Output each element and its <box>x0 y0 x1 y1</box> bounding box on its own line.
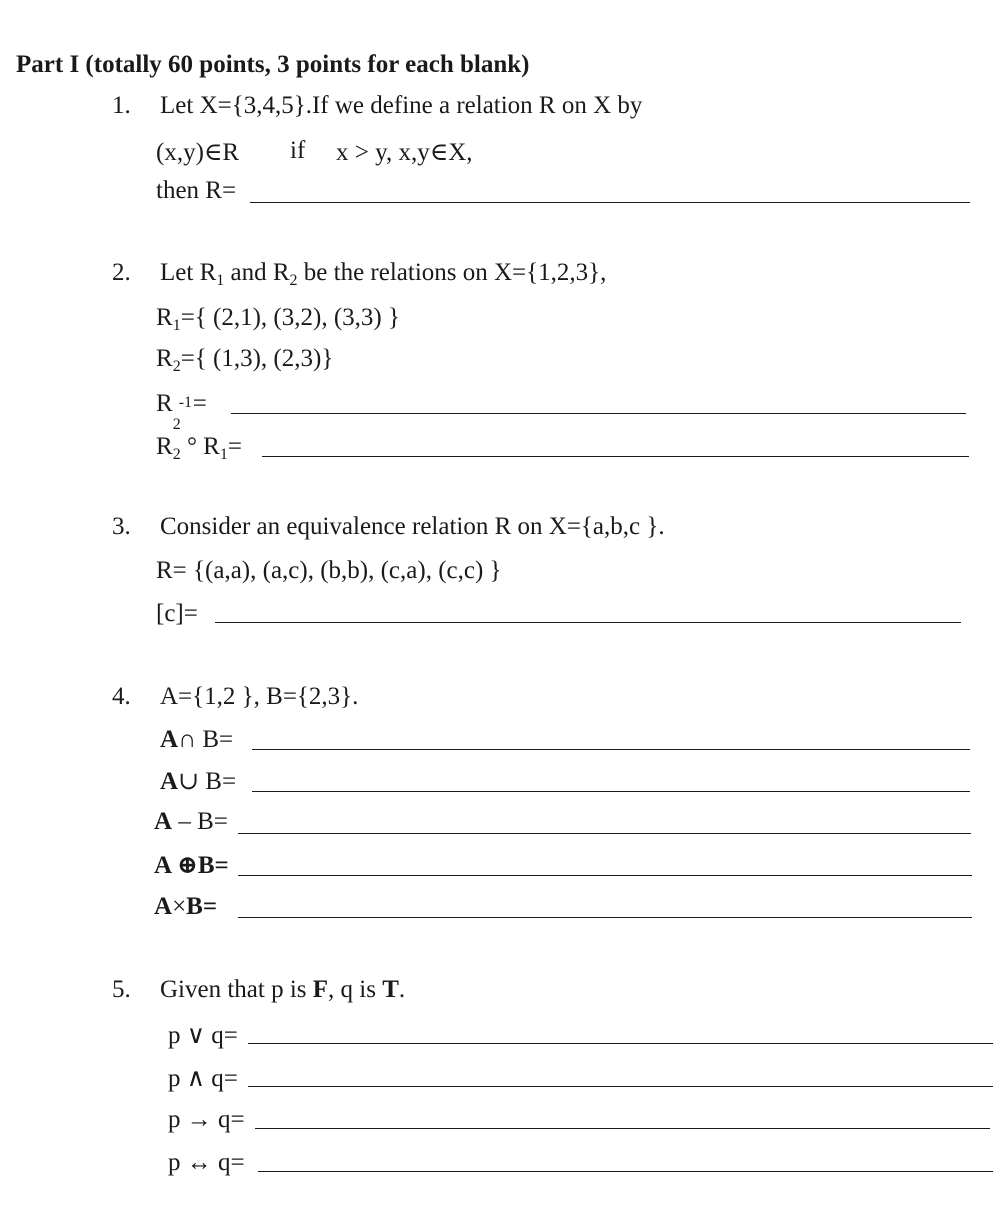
q4-union-B: B= <box>199 768 237 795</box>
q4-difference-label <box>154 808 228 836</box>
q1-relation-condition: x > y, x,y∈X, <box>336 139 473 166</box>
q2-r2-definition <box>156 345 333 373</box>
q2-comp-sub1: 1 <box>219 446 228 463</box>
q1-text: Let X={3,4,5}.If we define a relation R on X by <box>160 92 643 119</box>
q4-intersection-A: A <box>160 726 179 753</box>
q2-r2-sub: 2 <box>172 358 181 375</box>
q3-text: Consider an equivalence relation R on X={a,b,c }. <box>160 513 665 540</box>
q1-answer-blank[interactable] <box>250 202 970 203</box>
q5-text-T: T <box>382 976 399 1003</box>
q3-answer-label: [c]= <box>156 600 198 627</box>
q4-symmetric-difference-label <box>154 850 229 880</box>
q2-comp-op: ° R <box>180 433 220 460</box>
q2-composition-blank[interactable] <box>262 456 969 457</box>
q2-composition-label <box>156 433 242 461</box>
q2-r1-value: ={ (2,1), (3,2), (3,3) } <box>180 304 400 331</box>
q2-text-sub1: 1 <box>216 272 225 289</box>
q4-product-op: × <box>172 893 187 920</box>
q3-relation: R= {(a,a), (a,c), (b,b), (c,a), (c,c) } <box>156 557 502 584</box>
q5-and-blank[interactable] <box>248 1086 993 1087</box>
q2-text-rest: be the relations on X={1,2,3}, <box>297 259 607 286</box>
q5-and-label: p ∧ q= <box>168 1065 238 1092</box>
q4-product-B: B= <box>186 893 218 920</box>
q4-intersection-blank[interactable] <box>252 749 970 750</box>
q2-r1-R: R <box>156 304 173 331</box>
q4-difference-B: – B= <box>172 808 228 835</box>
q5-iff-label: p ↔ q= <box>168 1149 245 1176</box>
q5-text-end: . <box>398 976 406 1003</box>
q2-r1-sub: 1 <box>172 317 181 334</box>
q2-text-sub2: 2 <box>289 272 298 289</box>
q5-or-blank[interactable] <box>248 1043 993 1044</box>
q4-difference-blank[interactable] <box>238 833 971 834</box>
q4-xor-B: ⊕B= <box>176 852 229 879</box>
q2-comp-R2: R <box>156 433 173 460</box>
q1-relation-lhs: (x,y)∈R <box>156 139 240 166</box>
q3-answer-blank[interactable] <box>215 622 961 623</box>
q2-number: 2. <box>112 259 131 286</box>
q5-or-label: p ∨ q= <box>168 1022 238 1049</box>
q5-iff-blank[interactable] <box>258 1171 993 1172</box>
q5-text <box>160 976 405 1004</box>
q2-comp-eq: = <box>227 433 242 460</box>
q4-intersection-op: ∩ <box>178 726 197 753</box>
q3-number: 3. <box>112 513 131 540</box>
q2-comp-sub2: 2 <box>172 446 181 463</box>
q2-inverse-blank[interactable] <box>231 413 966 414</box>
q2-r2-R: R <box>156 345 173 372</box>
q2-r1-definition <box>156 304 400 332</box>
q4-union-A: A <box>160 768 179 795</box>
q5-implies-blank[interactable] <box>255 1128 990 1129</box>
section-header: Part I (totally 60 points, 3 points for each blank) <box>16 51 530 78</box>
q4-number: 4. <box>112 683 131 710</box>
q2-r2-value: ={ (1,3), (2,3)} <box>180 345 334 372</box>
q4-intersection-label <box>160 726 233 754</box>
q1-answer-label: then R= <box>156 177 237 204</box>
q1-number: 1. <box>112 92 131 119</box>
q4-union-op: ∪ <box>178 768 200 795</box>
q5-text-F: F <box>312 976 329 1003</box>
q4-xor-A: A <box>154 852 177 879</box>
q5-implies-label: p → q= <box>168 1106 245 1133</box>
q4-symmetric-difference-blank[interactable] <box>238 875 972 876</box>
q4-difference-A: A <box>154 808 173 835</box>
q4-text: A={1,2 }, B={2,3}. <box>160 683 359 710</box>
q4-product-label <box>154 893 217 921</box>
q5-text-mid: , q is <box>328 976 383 1003</box>
q4-union-blank[interactable] <box>252 791 970 792</box>
q4-product-blank[interactable] <box>238 917 972 918</box>
q2-inverse-R: R <box>156 390 173 417</box>
q2-inverse-eq: = <box>192 390 207 417</box>
q2-inverse-label: R -1 2 = <box>156 390 207 433</box>
q5-text-pre: Given that p is <box>160 976 313 1003</box>
q4-intersection-B: B= <box>196 726 234 753</box>
q4-product-A: A <box>154 893 173 920</box>
q2-text-let: Let R <box>160 259 217 286</box>
q4-union-label <box>160 766 236 796</box>
q2-text <box>160 259 606 287</box>
q5-number: 5. <box>112 976 131 1003</box>
q2-text-and: and R <box>224 259 290 286</box>
q1-relation-if: if <box>290 137 306 164</box>
